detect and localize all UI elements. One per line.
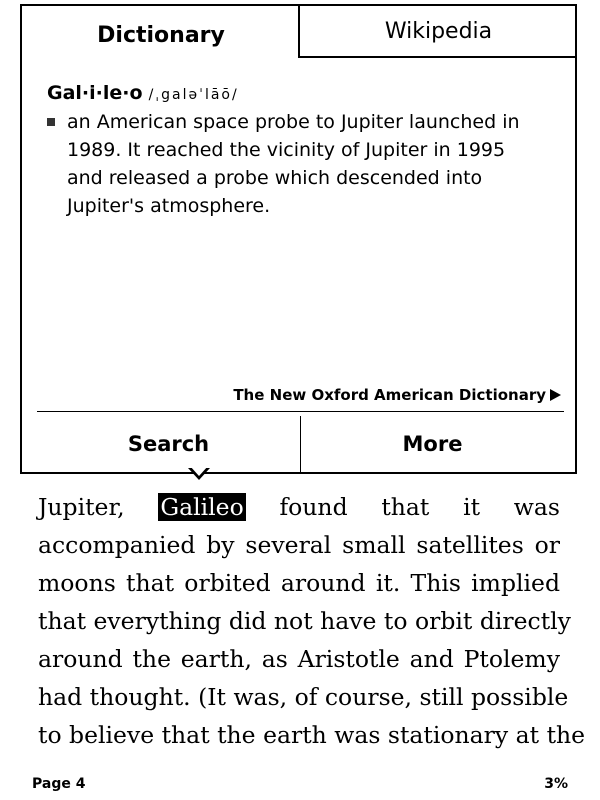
more-button[interactable]: More <box>300 416 564 472</box>
book-text <box>38 488 586 754</box>
definition <box>47 108 557 220</box>
book-word: Jupiter, <box>38 493 125 521</box>
definition-line: an American space probe to Jupiter launched in <box>67 111 520 133</box>
definition-line: 1989. It reached the vicinity of Jupiter in 1995 <box>67 139 506 161</box>
bullet-icon <box>47 118 55 126</box>
book-line <box>38 488 560 526</box>
book-line: accompanied by several small satellites or <box>38 531 560 559</box>
headword: Gal·i·le·o <box>47 82 143 104</box>
reading-progress: 3% <box>544 776 568 792</box>
search-button[interactable]: Search <box>127 432 210 456</box>
dictionary-popup <box>20 4 577 474</box>
play-arrow-icon <box>550 389 561 401</box>
book-line: around the earth, as Aristotle and Ptolemy <box>38 645 560 673</box>
tab-wikipedia[interactable]: Wikipedia <box>298 6 577 58</box>
tab-dictionary[interactable]: Dictionary <box>97 22 225 48</box>
source-label: The New Oxford American Dictionary <box>233 386 546 404</box>
pronunciation: /ˌgaləˈlāō/ <box>148 87 239 103</box>
popup-tabs <box>22 6 575 60</box>
definition-line: and released a probe which descended into <box>67 167 483 189</box>
definition-line: Jupiter's atmosphere. <box>67 195 271 217</box>
book-line: had thought. (It was, of course, still possible <box>38 683 569 711</box>
selected-word[interactable]: Galileo <box>160 493 244 521</box>
book-line: to believe that the earth was stationary at the <box>38 721 586 749</box>
dictionary-source-link[interactable] <box>233 386 561 404</box>
book-line: that everything did not have to orbit directly <box>38 607 571 635</box>
action-divider <box>37 411 564 412</box>
book-line: moons that orbited around it. This implied <box>38 569 560 597</box>
page-number: Page 4 <box>32 776 86 792</box>
dictionary-entry <box>47 82 557 220</box>
book-word: found that it was <box>279 493 560 521</box>
headword-line <box>47 82 557 104</box>
popup-pointer-fill <box>190 466 208 476</box>
